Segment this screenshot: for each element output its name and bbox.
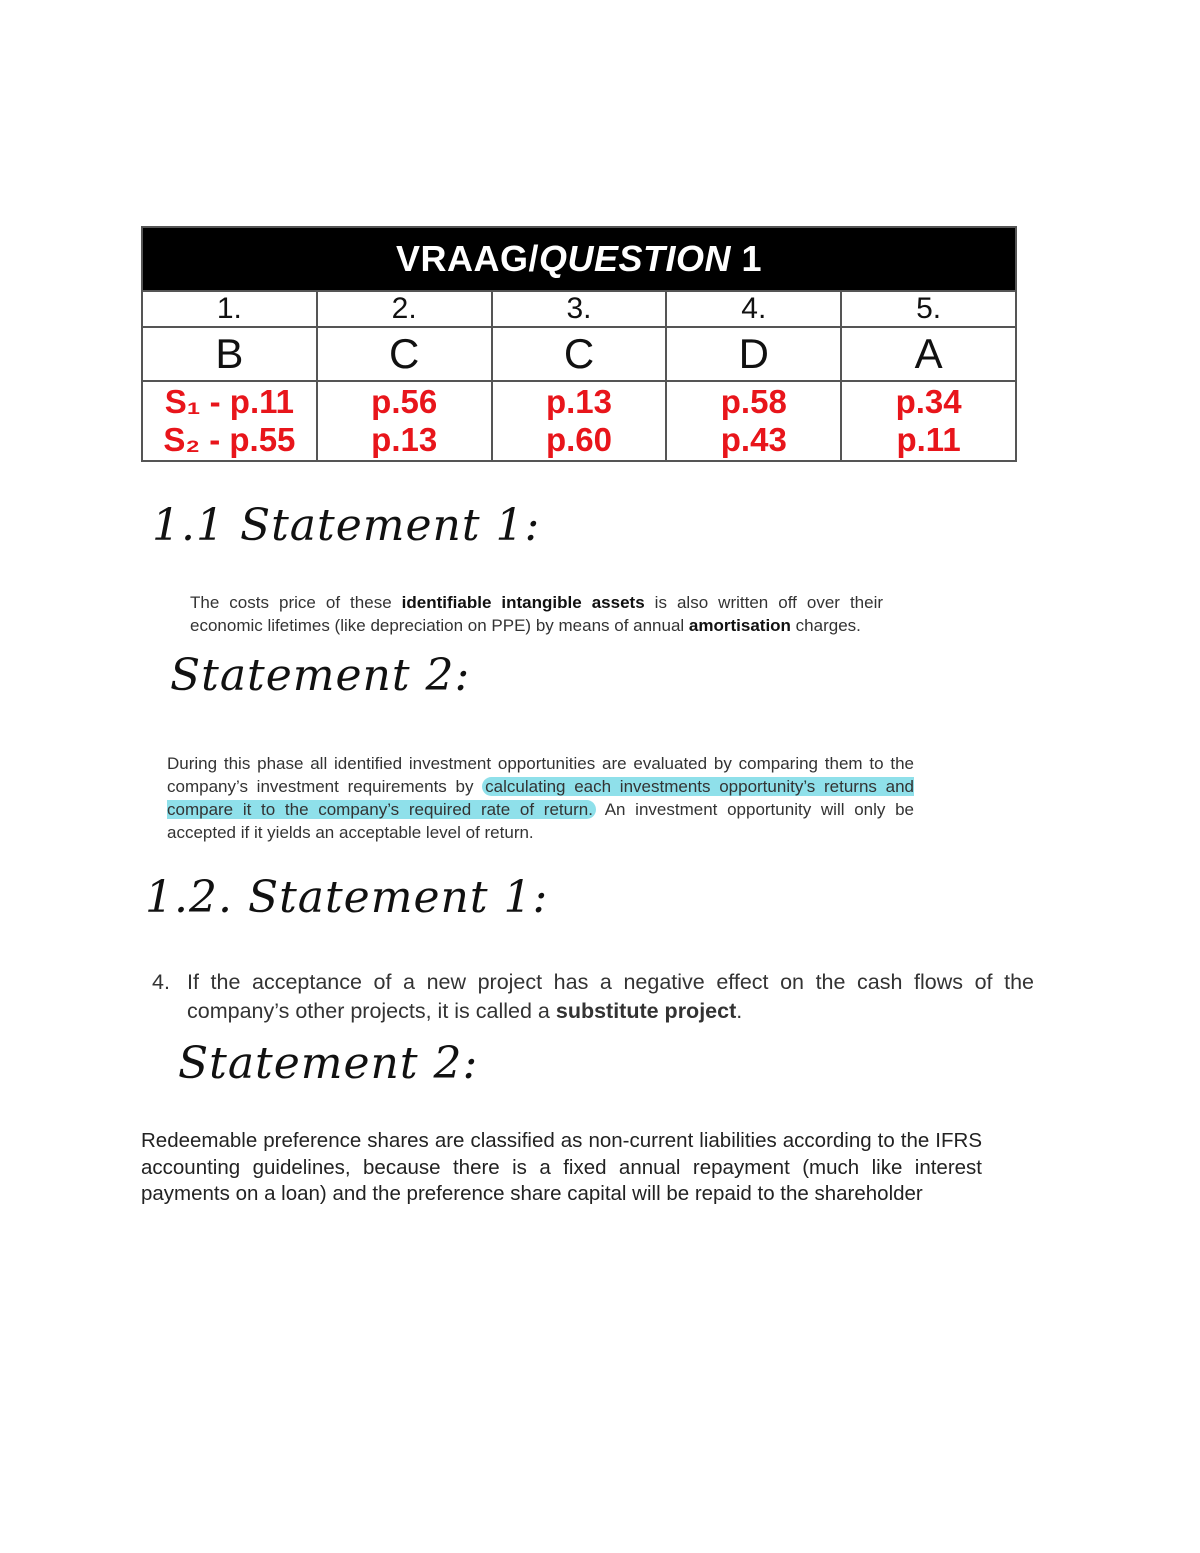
question-number: 3. <box>492 291 667 327</box>
table-title: VRAAG/QUESTION 1 <box>142 227 1016 291</box>
question-number: 2. <box>317 291 492 327</box>
page-reference: p.58 p.43 <box>666 381 841 461</box>
item-number: 4. <box>152 970 170 994</box>
statement-1-2-text: During this phase all identified investment opportunities are evaluated by comparing them to the company’s investment requirements by calculating each investments opportunity’s returns and compare it to the company’s required rate of return. An investment opportunity will only be accepted if it yields an acceptable level of return. <box>167 754 914 842</box>
question-number: 5. <box>841 291 1016 327</box>
page-reference: S₁ - p.11 S₂ - p.55 <box>142 381 317 461</box>
handwritten-heading-1-2: 1.2. Statement 1: <box>145 872 549 923</box>
handwritten-heading-statement-2: Statement 2: <box>170 650 471 701</box>
page-reference: p.56 p.13 <box>317 381 492 461</box>
question-number: 4. <box>666 291 841 327</box>
page-reference: p.13 p.60 <box>492 381 667 461</box>
page-reference: p.34 p.11 <box>841 381 1016 461</box>
handwritten-heading-1-1: 1.1 Statement 1: <box>152 500 541 551</box>
statement-1-1-text: The costs price of these identifiable intangible assets is also written off over their economic lifetimes (like depreciation on PPE) by means of annual amortisation charges. <box>190 593 884 635</box>
text-highlight: calculating each investments opportunity’s returns and compare it to the company’s required rate of return. <box>167 777 914 819</box>
answer-letter: B <box>142 327 317 381</box>
numbered-item <box>152 968 1034 1026</box>
answer-letter: D <box>666 327 841 381</box>
answer-table <box>141 226 1017 462</box>
answer-letter: C <box>492 327 667 381</box>
question-number: 1. <box>142 291 317 327</box>
handwritten-heading-statement-2b: Statement 2: <box>178 1038 479 1089</box>
statement-2-2-text: Redeemable preference shares are classified as non-current liabilities according to the IFRS accounting guidelines, because there is a fixed annual repayment (much like interest payments on a loan) and the preference share capital will be repaid to the shareholder <box>141 1129 982 1205</box>
answer-letter: A <box>841 327 1016 381</box>
item-text: If the acceptance of a new project has a negative effect on the cash flows of the company’s other projects, it is called a substitute project. <box>187 970 1034 1023</box>
answer-letter: C <box>317 327 492 381</box>
